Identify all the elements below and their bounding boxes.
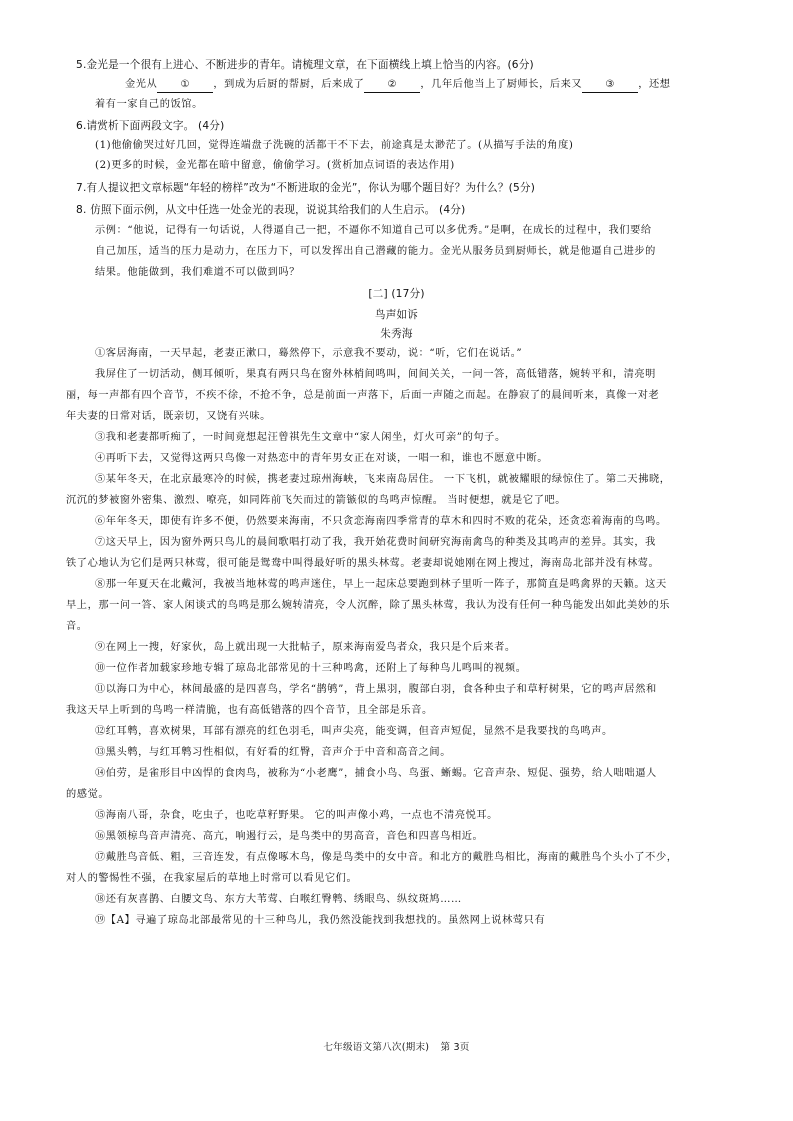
q7-stem: 7.有人提议把文章标题“年轻的榜样”改为“不断进取的金光”，你认为哪个题目好？为什么？(5分) <box>76 182 536 194</box>
passage-line: ⑯黑领椋鸟音声清亮、高亢，响遏行云，是鸟类中的男高音，音色和四喜鸟相近。 <box>95 831 484 842</box>
passage-line: ⑱还有灰喜鹊、白腰文鸟、东方大苇莺、白喉红臀鹎、绣眼鸟、纵纹斑鸠…… <box>95 894 462 905</box>
passage-line: ⑬黑头鹎，与红耳鹎习性相似，有好看的红臀，音声介于中音和高音之间。 <box>95 747 451 758</box>
q5-fill-line-2: 着有一家自己的饭馆。 <box>95 99 203 110</box>
passage-line: ④再听下去，又觉得这两只鸟像一对热恋中的青年男女正在对谈，一唱一和，谁也不愿意中断。 <box>95 453 549 464</box>
passage-line: 沉沉的梦被窗外密集、激烈、嘹亮，如同阵前飞矢而过的箭镞似的鸟鸣声惊醒。 当时便想，就是它了吧。 <box>66 495 567 506</box>
q6-stem: 6.请赏析下面两段文字。 (4分) <box>76 120 225 132</box>
q5-stem: 5.金光是一个很有上进心、不断进步的青年。请梳理文章，在下面横线上填上恰当的内容。(6分) <box>76 59 534 71</box>
q5-text-b: ，到成为后厨的帮厨，后来成了 <box>213 79 365 90</box>
passage-line: 早上，那一问一答、家人闲谈式的鸟鸣是那么婉转清亮，令人沉醉，除了黑头林莺，我认为没有任何一种鸟能发出如此美妙的乐 <box>66 600 671 611</box>
q8-example-3: 结果。他能做到，我们难道不可以做到吗？ <box>95 267 300 278</box>
passage-line: ⑫红耳鹎，喜欢树果，耳部有漂亮的红色羽毛，叫声尖亮，能变调，但音声短促，显然不是我要找的鸟鸣声。 <box>95 726 613 737</box>
passage-line: 年夫妻的日常对话，既亲切，又饶有兴味。 <box>66 411 271 422</box>
q5-blank-2[interactable]: ② <box>364 78 420 93</box>
passage-line: 我这天早上听到的鸟鸣一样清脆，也有高低错落的四个音节，且全部是乐音。 <box>66 705 433 716</box>
passage-line: ③我和老妻都听痴了，一时间竟想起汪曾祺先生文章中“家人闲坐，灯火可亲”的句子。 <box>95 432 506 443</box>
q8-stem: 8. 仿照下面示例，从文中任选一处金光的表现，说说其给我们的人生启示。 (4分) <box>76 204 466 216</box>
q5-blank-3[interactable]: ③ <box>582 78 638 93</box>
footer-page-number: 第 3页 <box>440 1042 470 1053</box>
passage-line: ⑦这天早上，因为窗外两只鸟儿的晨间歌唱打动了我，我开始花费时间研究海南禽鸟的种类及其鸣声的差异。其实，我 <box>95 537 656 548</box>
passage-author: 朱秀海 <box>380 328 413 340</box>
q6-part-1: (1)他偷偷哭过好几回，觉得连端盘子洗碗的活都干不下去，前途真是太渺茫了。(从描写手法的角度) <box>95 140 574 151</box>
passage-line: 丽，每一声都有四个音节，不疾不徐，不抢不争，总是前面一声落下，后面一声随之而起。在静寂了的晨间听来，真像一对老 <box>66 390 660 401</box>
q5-blank-1[interactable]: ① <box>157 78 213 93</box>
passage-line: ⑨在网上一搜，好家伙，岛上就出现一大批帖子，原来海南爱鸟者众，我只是个后来者。 <box>95 642 516 653</box>
passage-line: ⑰戴胜鸟音低、粗，三音连发，有点像啄木鸟，像是鸟类中的女中音。和北方的戴胜鸟相比，海南的戴胜鸟个头小了不少， <box>95 852 678 863</box>
passage-title: 鸟声如诉 <box>374 309 419 321</box>
passage-line: ⑤某年冬天，在北京最寒冷的时候，携老妻过琼州海峡，飞来南岛居住。 一下飞机，就被耀眼的绿惊住了。第二天拂晓， <box>95 474 671 485</box>
q5-text-d: ，还想 <box>638 79 671 90</box>
passage-line: 对人的警惕性不强，在我家屋后的草地上时常可以看见它们。 <box>66 873 358 884</box>
page-footer <box>0 1041 793 1055</box>
passage-line: ①客居海南，一天早起，老妻正漱口，蓦然停下，示意我不要动，说：“听，它们在说话。” <box>95 348 523 359</box>
passage-line: ⑭伯劳，是雀形目中凶悍的食肉鸟，被称为“小老鹰”，捕食小鸟、鸟蛋、蜥蜴。它音声杂、短促、强势，给人咄咄逼人 <box>95 768 657 779</box>
footer-label: 七年级语文第八次(期末) <box>323 1042 430 1053</box>
passage-line: ⑥年年冬天，即使有许多不便，仍然要来海南，不只贪恋海南四季常青的草木和四时不败的花朵，还贪恋着海南的鸟鸣。 <box>95 516 667 527</box>
q8-example-2: 自己加压，适当的压力是动力，在压力下，可以发挥出自己潜藏的能力。金光从服务员到厨师长，就是他逼自己进步的 <box>95 246 656 257</box>
passage-line: ⑧那一年夏天在北戴河，我被当地林莺的鸣声迷住，早上一起床总要跑到林子里听一阵子，那简直是鸣禽界的天籁。这天 <box>95 579 667 590</box>
section-header: [二] (17分) <box>368 288 425 300</box>
q5-fill-line <box>125 78 671 93</box>
passage-line: 我屏住了一切活动，侧耳倾听，果真有两只鸟在窗外林梢间鸣叫，间间关关，一问一答，高低错落，婉转平和，清亮明 <box>95 369 656 380</box>
passage-line: ⑪以海口为中心，林间最盛的是四喜鸟，学名“鹊鸲”，背上黑羽，腹部白羽，食各种虫子和草籽树果，它的鸣声居然和 <box>95 684 657 695</box>
q5-text-c: ，几年后他当上了厨师长，后来又 <box>420 79 583 90</box>
passage-line: ⑮海南八哥，杂食，吃虫子，也吃草籽野果。 它的叫声像小鸡，一点也不清亮悦耳。 <box>95 810 498 821</box>
passage-line: 的感觉。 <box>66 789 110 800</box>
q8-example-1: 示例：“他说，记得有一句话说，人得逼自己一把，不逼你不知道自己可以多优秀。”是啊，在成长的过程中，我们要给 <box>95 225 652 236</box>
passage-line: ⑲【A】寻遍了琼岛北部最常见的十三种鸟儿，我仍然没能找到我想找的。虽然网上说林莺只有 <box>95 915 546 926</box>
passage-line: 音。 <box>66 621 88 632</box>
passage-line: ⑩一位作者加载家珍地专辑了琼岛北部常见的十三种鸣禽，还附上了每种鸟儿鸣叫的视频。 <box>95 663 527 674</box>
passage-line: 铁了心地认为它们是两只林莺，很可能是鸳鸯中叫得最好听的黑头林莺。老妻却说她刚在网上搜过，海南岛北部并没有林莺。 <box>66 558 660 569</box>
q5-text-a: 金光从 <box>125 79 158 90</box>
q6-part-2: (2)更多的时候，金光都在暗中留意，偷偷学习。(赏析加点词语的表达作用) <box>95 160 455 171</box>
